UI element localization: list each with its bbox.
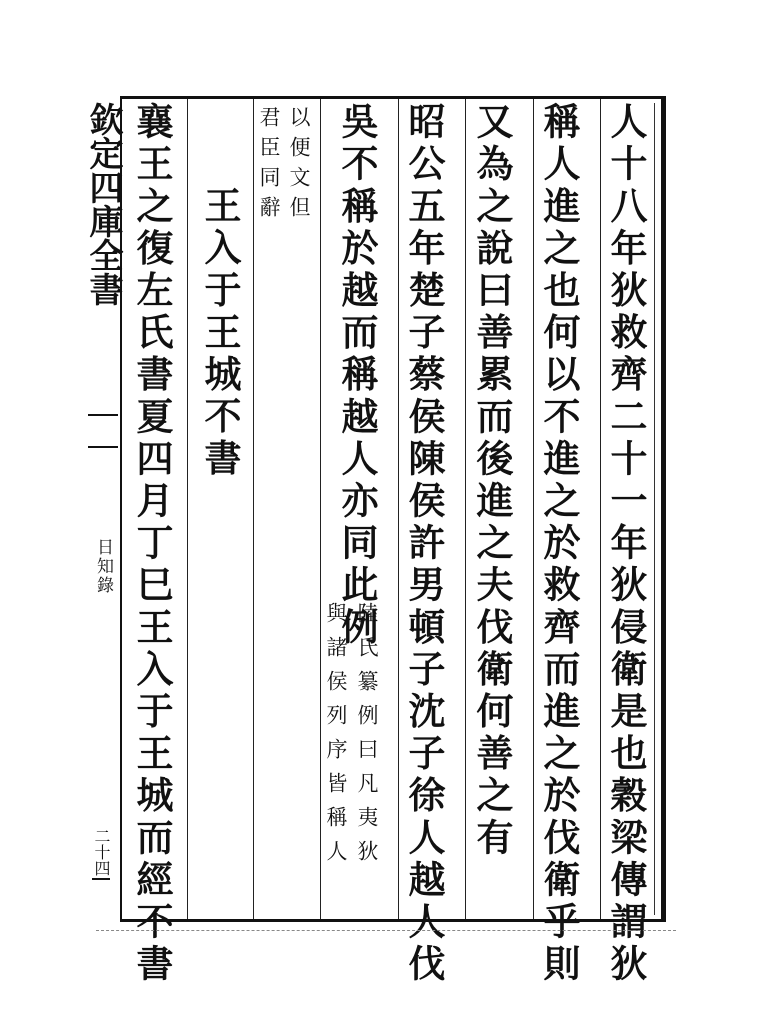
text-column-5: 吳不稱於越而稱越人亦同此例: [335, 102, 379, 650]
commentary-right: 陸氏纂例曰凡夷狄: [355, 602, 379, 874]
folio-number: 二十四: [92, 828, 110, 880]
text-column-3: 又為之說曰善累而後進之夫伐衛何善之有: [470, 102, 514, 860]
column-rule: [465, 99, 466, 919]
text-column-4: 昭公五年楚子蔡侯陳侯許男頓子沈子徐人越人伐: [402, 102, 446, 987]
column-rule: [187, 99, 188, 919]
text-column-8: 襄王之復左氏書夏四月丁巳王入于王城而經不書: [130, 102, 174, 987]
text-column-1: 人十八年狄救齊二十一年狄侵衛是也穀梁傳謂狄: [604, 102, 648, 987]
book-title: 日知錄: [93, 538, 113, 595]
commentary-left: 與諸侯列序皆稱人: [324, 602, 348, 874]
column-rule: [600, 99, 601, 919]
column-rule: [320, 99, 321, 919]
commentary-right-2: 以便文但: [287, 106, 311, 226]
text-column-2: 稱人進之也何以不進之於救齊而進之於伐衛乎則: [537, 102, 581, 987]
frame-inner-line: [654, 103, 655, 915]
column-rule: [253, 99, 254, 919]
commentary-left-2: 君臣同辭: [257, 106, 281, 226]
column-rule: [398, 99, 399, 919]
page-margin-spine: [83, 92, 123, 922]
bottom-rule: [96, 930, 676, 935]
column-rule: [533, 99, 534, 919]
collection-title: 欽定四庫全書: [83, 102, 123, 306]
section-heading: 王入于王城不書: [198, 186, 242, 481]
fishtail-mark: [88, 414, 118, 448]
